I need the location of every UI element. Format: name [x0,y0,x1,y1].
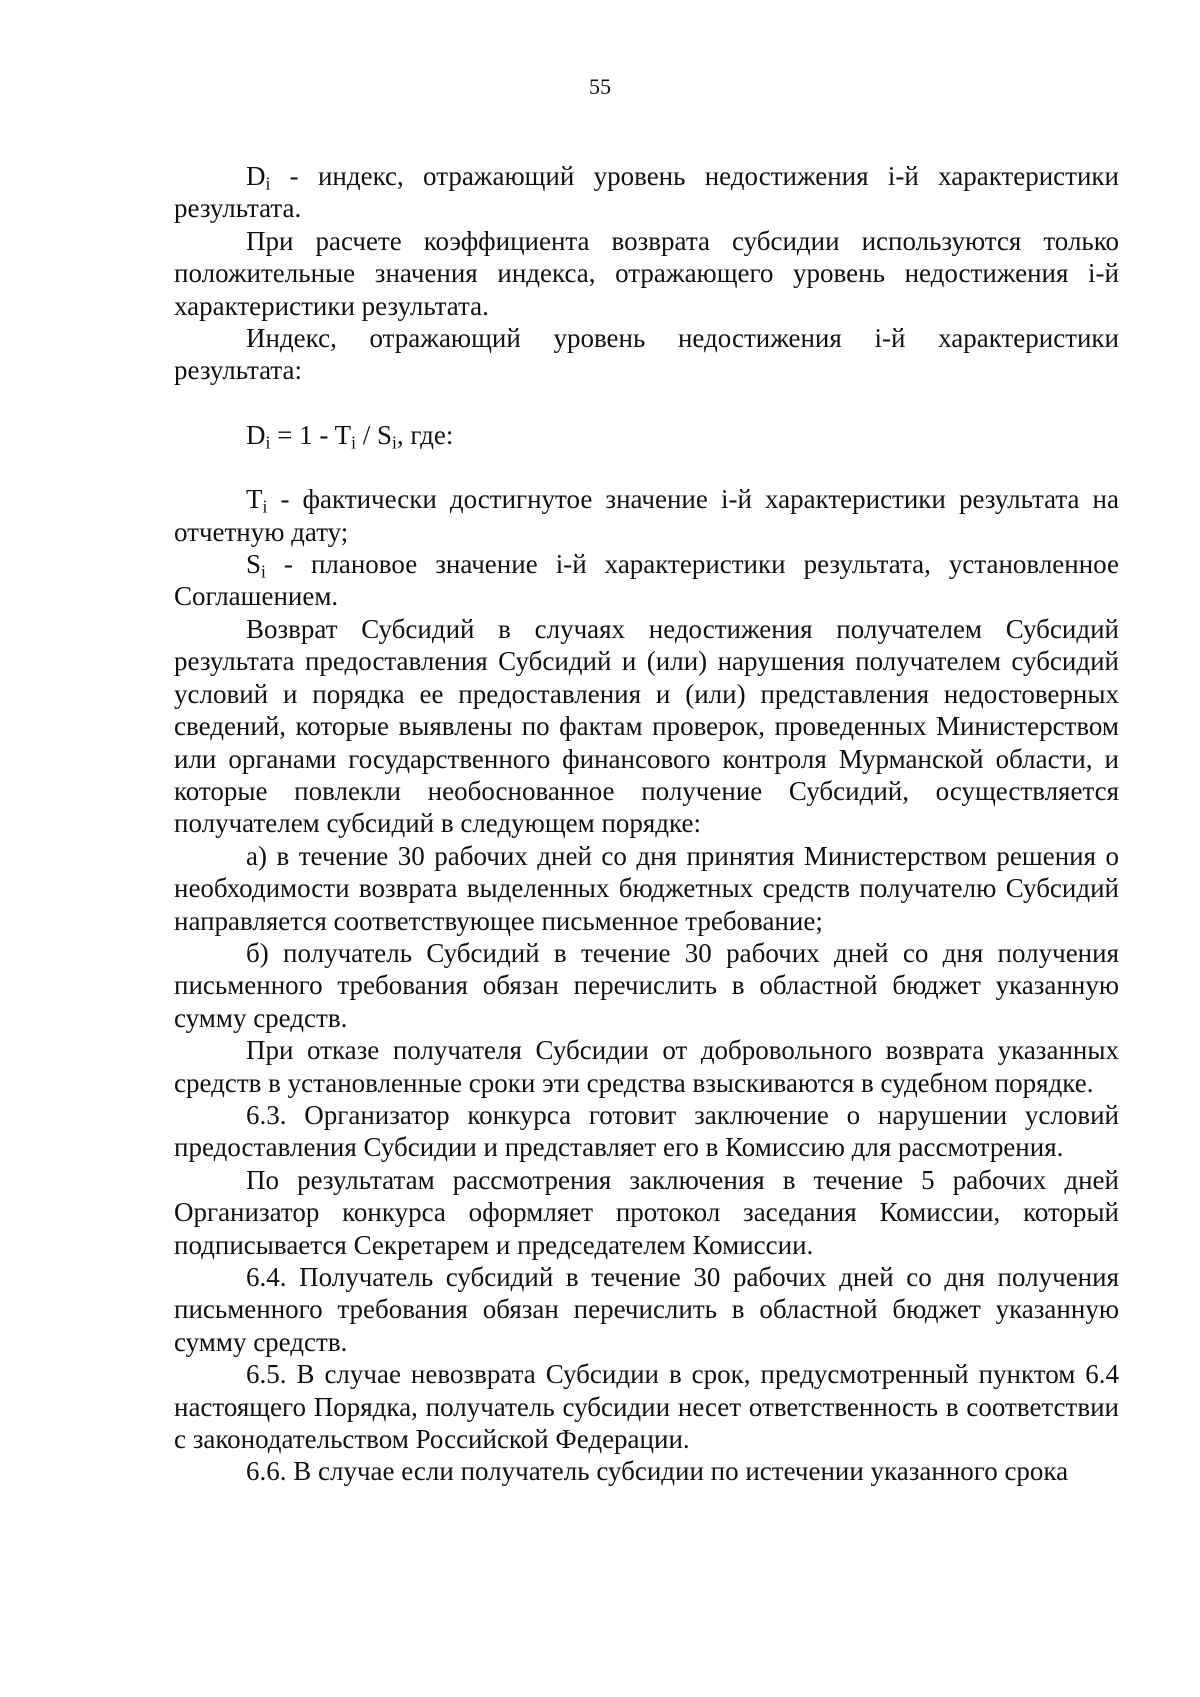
formula-d: D [246,419,266,450]
variable-d: D [246,161,266,191]
formula-tail: , где: [396,419,454,450]
paragraph-6-4: 6.4. Получатель субсидий в течение 30 рабочих дней со дня получения письменного требования обязан перечислить в областной бюджет указанную сумму средств. [174,1262,1119,1357]
page-number: 55 [589,74,611,99]
paragraph-6-6: 6.6. В случае если получатель субсидии по истечении указанного срока [246,1456,1069,1487]
formula [174,419,1119,451]
definition-ti [174,483,1119,548]
paragraph-item-a: а) в течение 30 рабочих дней со дня принятия Министерством решения о необходимости возврата выделенных бюджетных средств получателю Субсидий направляется соответствующее письменное требование; [174,840,1119,936]
formula-t: T [334,419,352,450]
definition-text: - индекс, отражающий уровень недостижения i-й характеристики результата. [174,161,1119,224]
paragraph-6-3: 6.3. Организатор конкурса готовит заключение о нарушении условий предоставления Субсидии и представляет его в Комиссию для рассмотрения. [174,1099,1119,1163]
paragraph-6-5: 6.5. В случае невозврата Субсидии в срок, предусмотренный пунктом 6.4 настоящего Порядка, получатель субсидии несет ответственность в соответствии с законодательством Российской Федерации. [174,1359,1119,1455]
paragraph-return-procedure: Возврат Субсидий в случаях недостижения получателем Субсидий результата предоставления Субсидий и (или) нарушения получателем субсидий условий и порядка ее предоставления и (или) представления недостоверных сведений, которые выявлены по фактам проверок, проведенных Министерством или органами государственного финансового контроля Мурманской области, и которые повлекли необоснованное получение Субсидий, осуществляется получателем субсидий в следующем порядке: [174,613,1119,839]
formula-t-sub: i [351,432,356,453]
paragraph-index-intro: Индекс, отражающий уровень недостижения i-й характеристики результата: [174,323,1119,386]
paragraph-di-definition [174,160,1119,225]
paragraph-review-results: По результатам рассмотрения заключения в течение 5 рабочих дней Организатор конкурса оформляет протокол заседания Комиссии, который подписывается Секретарем и председателем Комиссии. [174,1164,1119,1260]
definition-text: - фактически достигнутое значение i-й характеристики результата на отчетную дату; [174,484,1119,547]
formula-eq: = 1 - [270,419,335,450]
variable-t: T [246,484,263,515]
subscript-i: i [262,496,268,517]
formula-s-sub: i [392,432,397,453]
formula-div: / [355,419,377,450]
paragraph-item-b: б) получатель Субсидий в течение 30 рабочих дней со дня получения письменного требования обязан перечислить в областной бюджет указанную сумму средств. [174,937,1119,1033]
definition-si [174,548,1119,613]
variable-s: S [246,549,262,580]
definition-text: - плановое значение i-й характеристики результата, установленное Соглашением. [174,549,1119,612]
formula-d-sub: i [265,432,271,453]
paragraph-refusal: При отказе получателя Субсидии от добровольного возврата указанных средств в установленные сроки эти средства взыскиваются в судебном порядке. [174,1035,1119,1098]
subscript-i: i [265,173,271,194]
subscript-i: i [261,561,266,582]
paragraph-positive-values: При расчете коэффициента возврата субсидии используются только положительные значения индекса, отражающего уровень недостижения i-й характеристики результата. [174,225,1119,321]
document-body [174,160,1119,1488]
formula-s: S [377,419,393,450]
